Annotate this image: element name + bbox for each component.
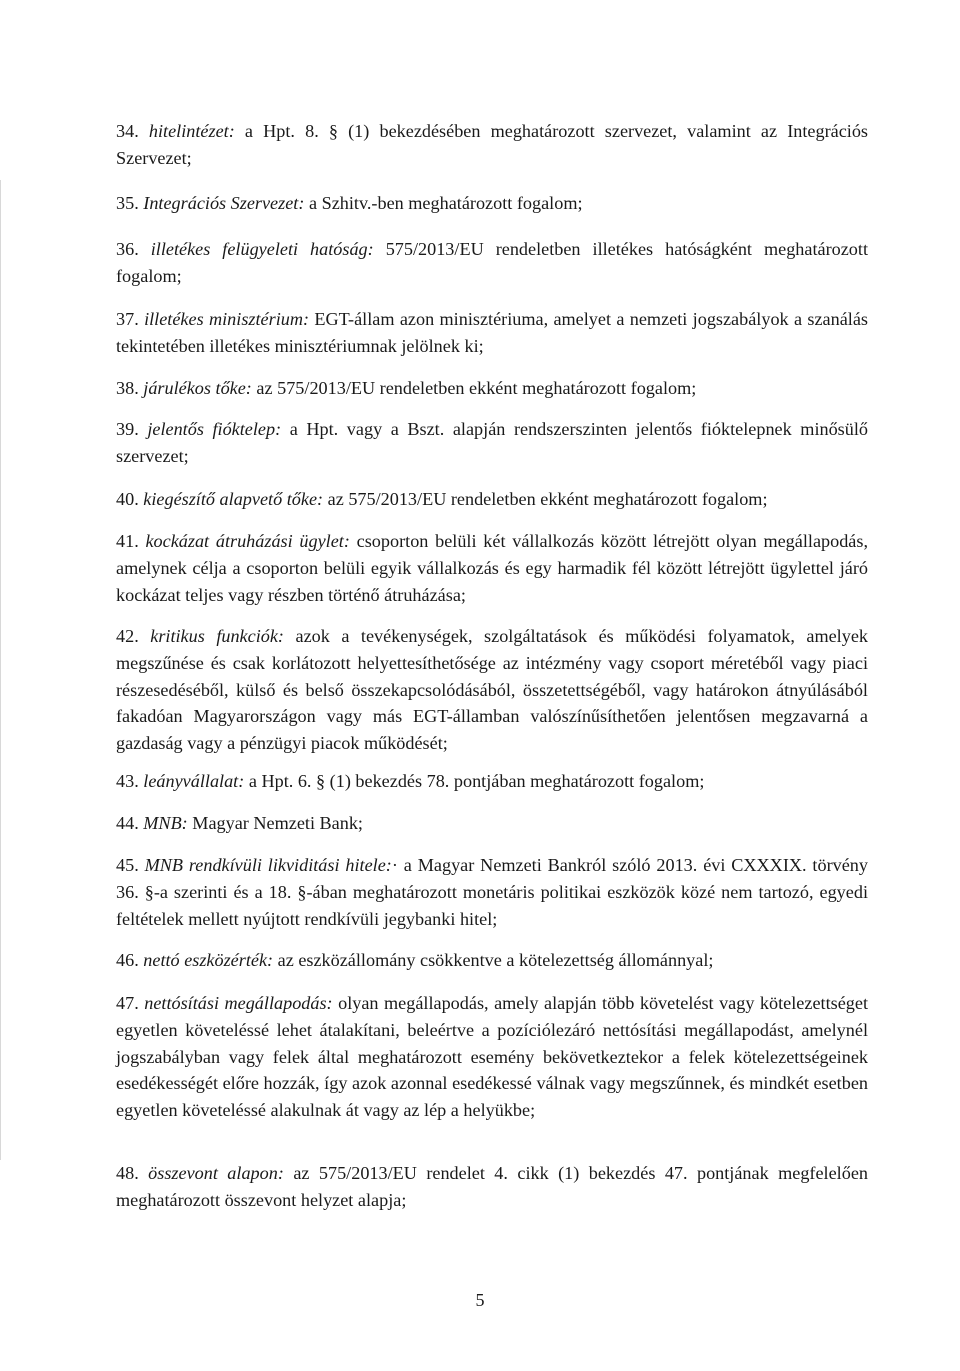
defined-term: kockázat átruházási ügylet: (145, 531, 350, 551)
definition-text: a Hpt. 8. § (1) bekezdésében meghatározott szervezet, valamint az Integrációs Szervezet; (116, 121, 869, 168)
item-number: 41. (116, 531, 139, 551)
definition-text: azok a tevékenységek, szolgáltatások és működési folyamatok, amelyek megszűnése és csak korlátozott helyettesíthetősége az intézmény vagy csoport méretéből vagy piaci részesedéséből, külső és belső összekapcsolódásából, összetettségéből, vagy határokon átnyúlásából fakadóan Magyarországon vagy más EGT-államban valószínűsíthetően jelentősen megzavarná a gazdaság vagy a pénzügyi piacok működését; (116, 626, 868, 754)
definition-text: az 575/2013/EU rendeletben ekként meghatározott fogalom; (323, 489, 768, 509)
page-number: 5 (475, 1290, 485, 1310)
definition-38 (116, 375, 868, 402)
defined-term: kiegészítő alapvető tőke: (143, 489, 324, 509)
defined-term: MNB rendkívüli likviditási hitele: (144, 855, 392, 875)
definition-44 (116, 810, 868, 837)
defined-term: nettósítási megállapodás: (144, 993, 333, 1013)
definition-text: az 575/2013/EU rendeletben ekként meghatározott fogalom; (251, 378, 697, 398)
definition-37 (116, 306, 868, 360)
definition-34 (116, 118, 868, 172)
definition-48 (116, 1160, 868, 1214)
defined-term: MNB: (143, 813, 188, 833)
definition-text: a Hpt. vagy a Bszt. alapján rendszerszinten jelentős fióktelepnek minősülő szervezet; (116, 419, 868, 466)
defined-term: kritikus funkciók: (150, 626, 284, 646)
item-number: 37. (116, 309, 139, 329)
item-number: 48. (116, 1163, 139, 1183)
defined-term: nettó eszközérték: (143, 950, 274, 970)
definition-text: · a Magyar Nemzeti Bankról szóló 2013. évi CXXXIX. törvény 36. §-a szerinti és a 18. §-ában meghatározott monetáris politikai eszközök közé nem tartozó, egyedi feltételek mellett nyújtott rendkívüli jegybanki hitel; (116, 855, 868, 929)
item-number: 45. (116, 855, 139, 875)
item-number: 40. (116, 489, 139, 509)
defined-term: illetékes felügyeleti hatóság: (150, 239, 374, 259)
definition-39 (116, 416, 868, 470)
definition-text: az eszközállomány csökkentve a kötelezettség állománnyal; (273, 950, 714, 970)
item-number: 43. (116, 771, 139, 791)
definition-46 (116, 947, 868, 974)
item-number: 47. (116, 993, 139, 1013)
item-number: 38. (116, 378, 139, 398)
definition-43 (116, 768, 868, 795)
scan-edge-line (0, 180, 1, 1160)
definition-text: a Hpt. 6. § (1) bekezdés 78. pontjában meghatározott fogalom; (244, 771, 705, 791)
defined-term: leányvállalat: (143, 771, 245, 791)
defined-term: járulékos tőke: (143, 378, 252, 398)
definition-45 (116, 852, 868, 932)
definition-text: az 575/2013/EU rendelet 4. cikk (1) bekezdés 47. pontjának megfelelően meghatározott összevont helyzet alapja; (116, 1163, 868, 1210)
definition-36 (116, 236, 868, 290)
definition-text: a Szhitv.-ben meghatározott fogalom; (304, 193, 583, 213)
item-number: 36. (116, 239, 139, 259)
item-number: 42. (116, 626, 139, 646)
definition-text: Magyar Nemzeti Bank; (187, 813, 363, 833)
item-number: 44. (116, 813, 139, 833)
defined-term: Integrációs Szervezet: (143, 193, 305, 213)
item-number: 46. (116, 950, 139, 970)
defined-term: hitelintézet: (148, 121, 235, 141)
definition-41 (116, 528, 868, 608)
item-number: 34. (116, 121, 139, 141)
defined-term: illetékes minisztérium: (144, 309, 310, 329)
definition-40 (116, 486, 868, 513)
definition-text: olyan megállapodás, amely alapján több követelést vagy kötelezettséget egyetlen követeléssé lehet átalakítani, beleértve a pozíciólezáró nettósítási megállapodást, amelynél jogszabályban vagy felek által meghatározott esemény bekövetkeztekor a felek kötelezettségeinek esedékességét előre hozzák, így azok azonnal esedékessé válnak vagy megszűnnek, és mindkét esetben egyetlen követeléssé alakulnak át vagy az lép a helyükbe; (116, 993, 868, 1121)
definition-42 (116, 623, 868, 757)
item-number: 35. (116, 193, 139, 213)
definition-47 (116, 990, 868, 1124)
definition-text: 575/2013/EU rendeletben illetékes hatóságként meghatározott fogalom; (116, 239, 868, 286)
item-number: 39. (116, 419, 139, 439)
defined-term: jelentős fióktelep: (147, 419, 282, 439)
defined-term: összevont alapon: (148, 1163, 284, 1183)
definition-35 (116, 190, 868, 217)
definition-text: EGT-állam azon minisztériuma, amelyet a nemzeti jogszabályok a szanálás tekintetében illetékes minisztériumnak jelölnek ki; (116, 309, 868, 356)
definition-text: csoporton belüli két vállalkozás között létrejött olyan megállapodás, amelynek célja a csoporton belüli egyik vállalkozás és egy harmadik fél között létrejött ügylettel járó kockázat teljes vagy részben történő átruházása; (116, 531, 868, 605)
